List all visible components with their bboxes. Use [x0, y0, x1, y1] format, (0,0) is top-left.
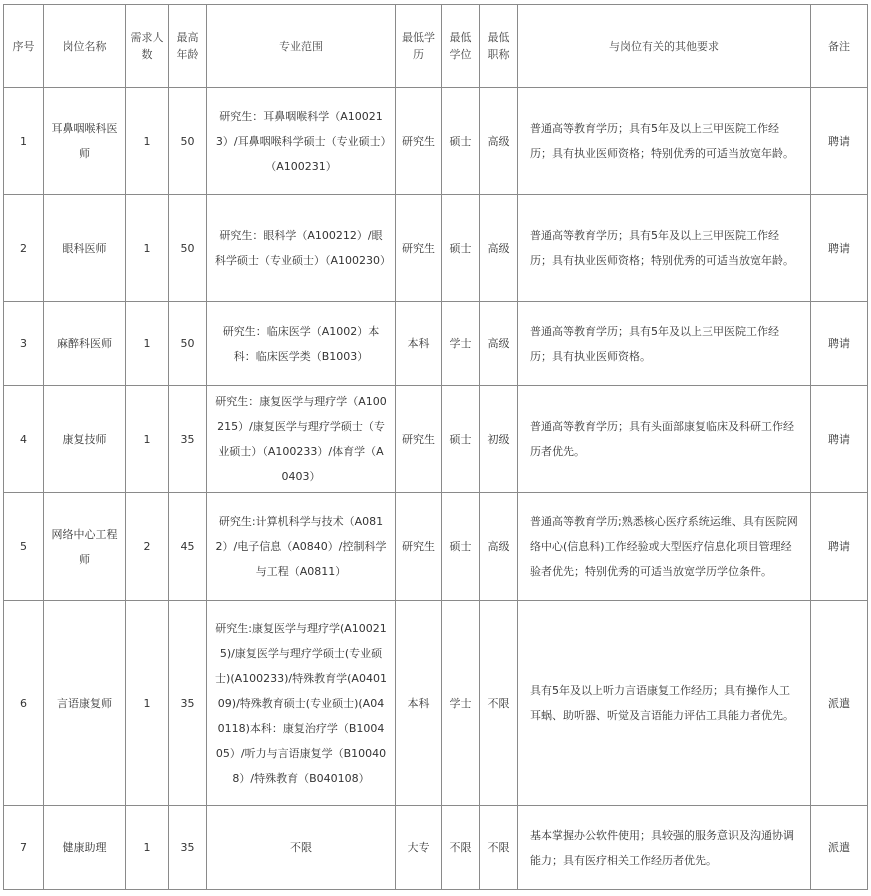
cell-major: 研究生：临床医学（A1002）本科：临床医学类（B1003）	[207, 302, 396, 386]
cell-other: 普通高等教育学历；具有5年及以上三甲医院工作经历；具有执业医师资格；特别优秀的可适当放宽年龄。	[518, 195, 811, 302]
cell-note: 聘请	[811, 386, 868, 493]
cell-position: 言语康复师	[44, 601, 126, 806]
cell-index: 7	[4, 806, 44, 890]
cell-position: 麻醉科医师	[44, 302, 126, 386]
cell-degree: 学士	[442, 601, 480, 806]
cell-note: 派遣	[811, 806, 868, 890]
table-row	[4, 302, 868, 386]
cell-other: 基本掌握办公软件使用；具较强的服务意识及沟通协调能力；具有医疗相关工作经历者优先。	[518, 806, 811, 890]
cell-headcount: 1	[126, 806, 169, 890]
cell-index: 4	[4, 386, 44, 493]
cell-position: 健康助理	[44, 806, 126, 890]
cell-headcount: 1	[126, 386, 169, 493]
table-row	[4, 88, 868, 195]
cell-major: 研究生:康复医学与理疗学(A100215)/康复医学与理疗学硕士(专业硕士)(A100233)/特殊教育学(A040109)/特殊教育硕士(专业硕士)(A040118)本科：康复治疗学（B100405）/听力与言语康复学（B100408）/特殊教育（B040108）	[207, 601, 396, 806]
header-title: 最低职称	[480, 5, 518, 88]
header-position: 岗位名称	[44, 5, 126, 88]
header-major: 专业范围	[207, 5, 396, 88]
cell-index: 2	[4, 195, 44, 302]
header-degree: 最低学位	[442, 5, 480, 88]
cell-title: 不限	[480, 601, 518, 806]
cell-other: 普通高等教育学历；具有头面部康复临床及科研工作经历者优先。	[518, 386, 811, 493]
cell-major: 研究生:计算机科学与技术（A0812）/电子信息（A0840）/控制科学与工程（A0811）	[207, 493, 396, 601]
cell-max-age: 50	[169, 88, 207, 195]
cell-edu: 研究生	[396, 493, 442, 601]
cell-note: 派遣	[811, 601, 868, 806]
cell-major: 不限	[207, 806, 396, 890]
cell-degree: 硕士	[442, 386, 480, 493]
cell-other: 普通高等教育学历；具有5年及以上三甲医院工作经历；具有执业医师资格；特别优秀的可适当放宽年龄。	[518, 88, 811, 195]
cell-headcount: 1	[126, 195, 169, 302]
cell-position: 康复技师	[44, 386, 126, 493]
cell-title: 高级	[480, 302, 518, 386]
cell-index: 3	[4, 302, 44, 386]
cell-note: 聘请	[811, 195, 868, 302]
header-headcount: 需求人数	[126, 5, 169, 88]
cell-edu: 本科	[396, 601, 442, 806]
header-max-age: 最高年龄	[169, 5, 207, 88]
cell-title: 初级	[480, 386, 518, 493]
table-row	[4, 806, 868, 890]
cell-headcount: 1	[126, 88, 169, 195]
cell-note: 聘请	[811, 88, 868, 195]
table-row	[4, 195, 868, 302]
cell-title: 高级	[480, 493, 518, 601]
cell-other: 普通高等教育学历;熟悉核心医疗系统运维、具有医院网络中心(信息科)工作经验或大型医疗信息化项目管理经验者优先；特别优秀的可适当放宽学历学位条件。	[518, 493, 811, 601]
table-row	[4, 386, 868, 493]
cell-edu: 研究生	[396, 386, 442, 493]
header-row	[4, 5, 868, 88]
cell-degree: 硕士	[442, 493, 480, 601]
cell-major: 研究生：眼科学（A100212）/眼科学硕士（专业硕士）（A100230）	[207, 195, 396, 302]
cell-index: 6	[4, 601, 44, 806]
cell-degree: 学士	[442, 302, 480, 386]
table-row	[4, 493, 868, 601]
header-other: 与岗位有关的其他要求	[518, 5, 811, 88]
cell-degree: 不限	[442, 806, 480, 890]
cell-edu: 大专	[396, 806, 442, 890]
cell-degree: 硕士	[442, 195, 480, 302]
cell-position: 耳鼻咽喉科医师	[44, 88, 126, 195]
recruitment-table	[3, 4, 868, 890]
cell-edu: 本科	[396, 302, 442, 386]
cell-position: 网络中心工程师	[44, 493, 126, 601]
cell-index: 1	[4, 88, 44, 195]
cell-index: 5	[4, 493, 44, 601]
cell-max-age: 35	[169, 386, 207, 493]
cell-note: 聘请	[811, 493, 868, 601]
cell-major: 研究生：康复医学与理疗学（A100215）/康复医学与理疗学硕士（专业硕士）（A100233）/体育学（A0403）	[207, 386, 396, 493]
header-index: 序号	[4, 5, 44, 88]
cell-max-age: 35	[169, 601, 207, 806]
cell-position: 眼科医师	[44, 195, 126, 302]
cell-edu: 研究生	[396, 195, 442, 302]
cell-headcount: 2	[126, 493, 169, 601]
table-row	[4, 601, 868, 806]
cell-title: 高级	[480, 88, 518, 195]
cell-max-age: 50	[169, 302, 207, 386]
cell-max-age: 50	[169, 195, 207, 302]
cell-max-age: 35	[169, 806, 207, 890]
cell-other: 具有5年及以上听力言语康复工作经历；具有操作人工耳蜗、助听器、听觉及言语能力评估工具能力者优先。	[518, 601, 811, 806]
cell-degree: 硕士	[442, 88, 480, 195]
cell-headcount: 1	[126, 302, 169, 386]
cell-title: 高级	[480, 195, 518, 302]
cell-edu: 研究生	[396, 88, 442, 195]
cell-other: 普通高等教育学历；具有5年及以上三甲医院工作经历；具有执业医师资格。	[518, 302, 811, 386]
cell-headcount: 1	[126, 601, 169, 806]
header-note: 备注	[811, 5, 868, 88]
cell-title: 不限	[480, 806, 518, 890]
cell-max-age: 45	[169, 493, 207, 601]
cell-note: 聘请	[811, 302, 868, 386]
header-edu: 最低学历	[396, 5, 442, 88]
cell-major: 研究生：耳鼻咽喉科学（A100213）/耳鼻咽喉科学硕士（专业硕士）（A100231）	[207, 88, 396, 195]
